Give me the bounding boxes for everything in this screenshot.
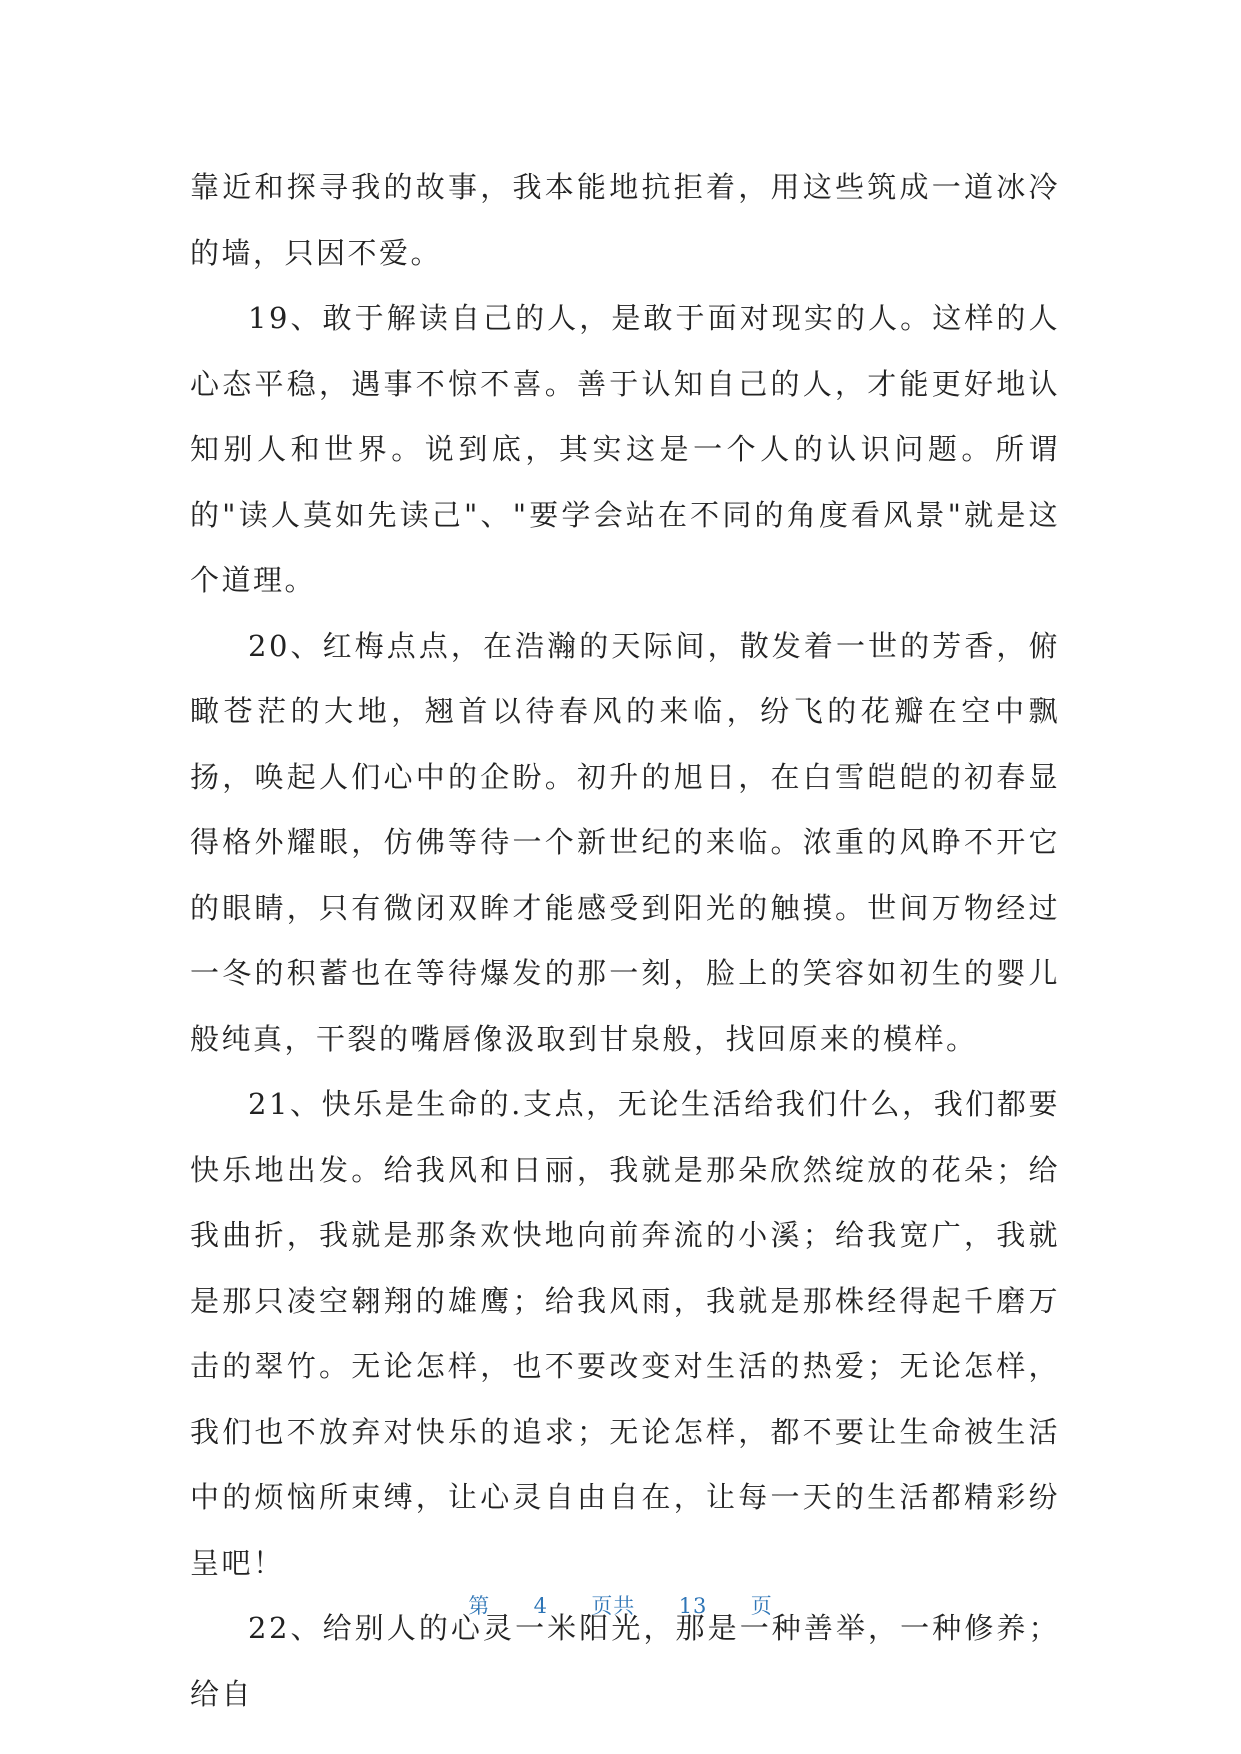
current-page-number: 4	[533, 1594, 548, 1618]
paragraph-continuation: 靠近和探寻我的故事，我本能地抗拒着，用这些筑成一道冰冷的墙，只因不爱。	[190, 170, 1060, 270]
page-footer	[0, 1590, 1241, 1620]
paragraph-22: 22、给别人的心灵一米阳光，那是一种善举，一种修养；给自	[190, 1611, 1060, 1711]
paragraph-21: 21、快乐是生命的.支点，无论生活给我们什么，我们都要快乐地出发。给我风和日丽，我就是那朵欣然绽放的花朵；给我曲折，我就是那条欢快地向前奔流的小溪；给我宽广，我就是那只凌空翱翔的雄鹰；给我风雨，我就是那株经得起千磨万击的翠竹。无论怎样，也不要改变对生活的热爱；无论怎样，我们也不放弃对快乐的追求；无论怎样，都不要让生命被生活中的烦恼所束缚，让心灵自由自在，让每一天的生活都精彩纷呈吧！	[190, 1087, 1060, 1580]
footer-prefix: 第	[468, 1594, 491, 1618]
paragraph-20: 20、红梅点点，在浩瀚的天际间，散发着一世的芳香，俯瞰苍茫的大地，翘首以待春风的来临，纷飞的花瓣在空中飘扬，唤起人们心中的企盼。初升的旭日，在白雪皑皑的初春显得格外耀眼，仿佛等待一个新世纪的来临。浓重的风睁不开它的眼睛，只有微闭双眸才能感受到阳光的触摸。世间万物经过一冬的积蓄也在等待爆发的那一刻，脸上的笑容如初生的婴儿般纯真，干裂的嘴唇像汲取到甘泉般，找回原来的模样。	[190, 628, 1060, 1056]
total-pages-number: 13	[678, 1594, 708, 1618]
document-body	[190, 155, 1060, 1727]
footer-suffix: 页	[750, 1594, 773, 1618]
footer-middle: 页共	[591, 1594, 636, 1618]
paragraph-19: 19、敢于解读自己的人，是敢于面对现实的人。这样的人心态平稳，遇事不惊不喜。善于认知自己的人，才能更好地认知别人和世界。说到底，其实这是一个人的认识问题。所谓的"读人莫如先读己"、"要学会站在不同的角度看风景"就是这个道理。	[190, 301, 1060, 597]
